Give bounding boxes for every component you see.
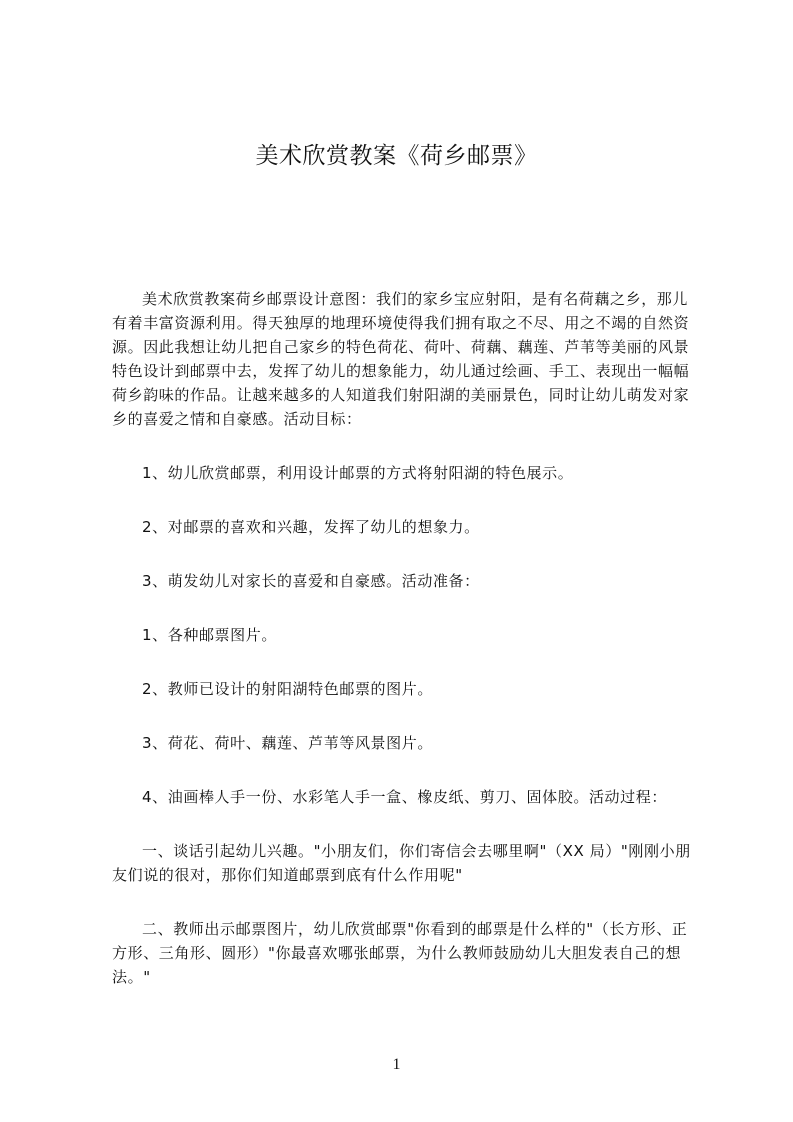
paragraph-process-1: 一、谈话引起幼儿兴趣。"小朋友们，你们寄信会去哪里啊"（XX 局）"刚刚小朋友们说的很对，那你们知道邮票到底有什么作用呢": [112, 842, 691, 884]
paragraph-design-intent: 美术欣赏教案荷乡邮票设计意图：我们的家乡宝应射阳，是有名荷藕之乡，那儿有着丰富资源利用。得天独厚的地理环境使得我们拥有取之不尽、用之不竭的自然资源。因此我想让幼儿把自己家乡的特色荷花、荷叶、荷藕、藕莲、芦苇等美丽的风景特色设计到邮票中去，发挥了幼儿的想象能力，幼儿通过绘画、手工、表现出一幅幅荷乡韵味的作品。让越来越多的人知道我们射阳湖的美丽景色，同时让幼儿萌发对家乡的喜爱之情和自豪感。活动目标：: [112, 290, 690, 428]
paragraph-goal-2: 2、对邮票的喜欢和兴趣，发挥了幼儿的想象力。: [142, 518, 480, 536]
page-number: 1: [392, 1056, 401, 1073]
document-body: [112, 287, 692, 1019]
paragraph-prep-1: 1、各种邮票图片。: [142, 626, 277, 644]
paragraph-prep-4: 4、油画棒人手一份、水彩笔人手一盒、橡皮纸、剪刀、固体胶。活动过程：: [142, 788, 667, 806]
paragraph-goal-3: 3、萌发幼儿对家长的喜爱和自豪感。活动准备：: [142, 572, 480, 590]
document-title: 美术欣赏教案《荷乡邮票》: [255, 143, 538, 169]
paragraph-prep-3: 3、荷花、荷叶、藕莲、芦苇等风景图片。: [142, 734, 433, 752]
paragraph-prep-2: 2、教师已设计的射阳湖特色邮票的图片。: [142, 680, 433, 698]
paragraph-goal-1: 1、幼儿欣赏邮票，利用设计邮票的方式将射阳湖的特色展示。: [142, 464, 574, 482]
paragraph-process-2: 二、教师出示邮票图片，幼儿欣赏邮票"你看到的邮票是什么样的"（长方形、正方形、三角形、圆形）"你最喜欢哪张邮票，为什么教师鼓励幼儿大胆发表自己的想法。": [112, 920, 688, 986]
